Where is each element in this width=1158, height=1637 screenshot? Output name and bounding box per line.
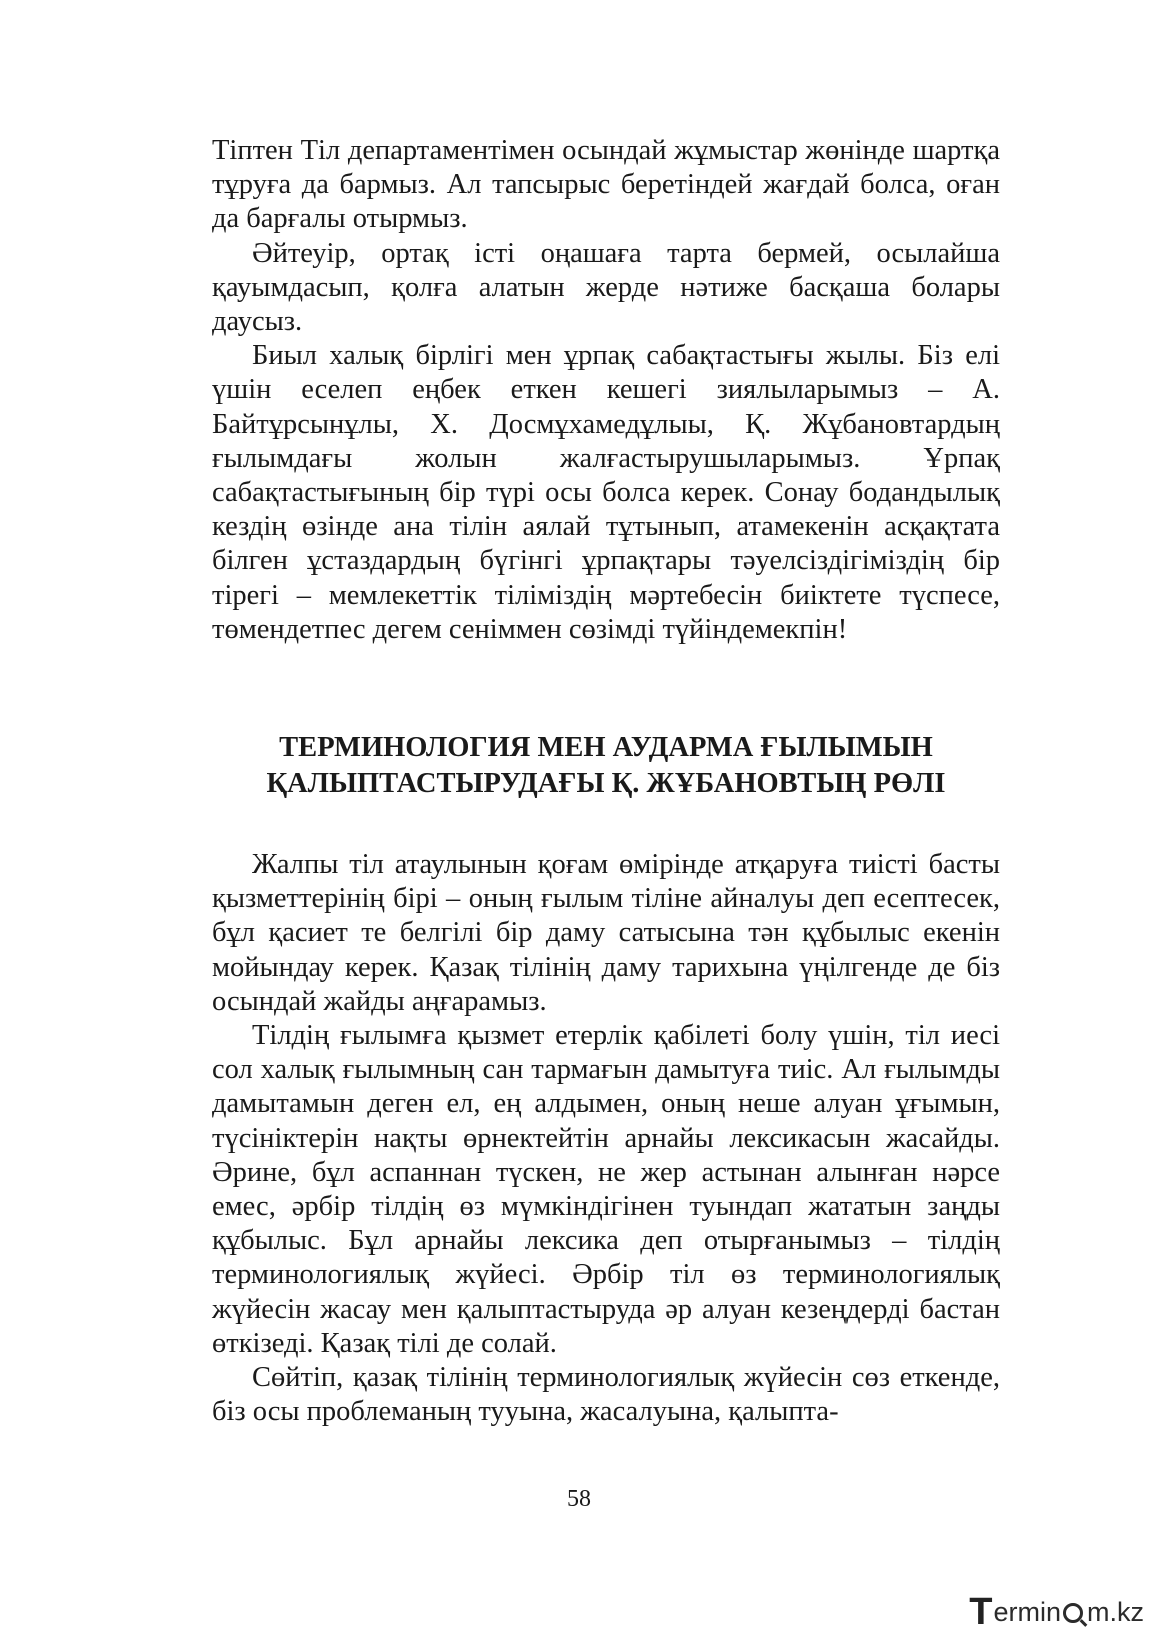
paragraph: Сөйтіп, қазақ тілінің терминологиялық жүйесін сөз еткенде, біз осы проблеманың тууына, жасалуына, қалыпта- <box>212 1362 1000 1428</box>
heading-line-1: ТЕРМИНОЛОГИЯ МЕН АУДАРМА ҒЫЛЫМЫН <box>279 732 933 763</box>
paragraph: Әйтеуір, ортақ істі оңашаға тарта бермей, осылайша қауымдасып, қолға алатын жерде нәтиже басқаша болары даусыз. <box>212 237 1000 338</box>
watermark-text-part1: ermin <box>993 1596 1061 1627</box>
magnifier-icon <box>1063 1603 1083 1623</box>
paragraph: Тілдің ғылымға қызмет етерлік қабілеті болу үшін, тіл иесі сол халық ғылымның сан тармағын дамытуға тиіс. Ал ғылымды дамытамын деген ел, ең алдымен, оның неше алуан ұғымын, түсініктерін нақты өрнектейтін арнайы лексикасын жасайды. Әрине, бұл аспаннан түскен, не жер астынан алынған нәрсе емес, әрбір тілдің өз мүмкіндігінен туындап жататын заңды құбылыс. Бұл арнайы лексика деп отырғанымыз – тілдің терминологиялық жүйесі. Әрбір тіл өз терминологиялық жүйесін жасау мен қалыптастыруда әр алуан кезеңдерді бастан өткізеді. Қазақ тілі де солай. <box>212 1020 1000 1359</box>
paragraph: Биыл халық бірлігі мен ұрпақ сабақтастығы жылы. Біз елі үшін еселеп еңбек еткен кешегі зиялыларымыз – А. Байтұрсынұлы, Х. Досмұхамедұлыы, Қ. Жұбановтардың ғылымдағы жолын жалғастырушыларымыз. Ұрпақ сабақтастығының бір түрі осы болса керек. Сонау бодандылық кездің өзінде ана тілін аялай тұтынып, атамекенін асқақтата білген ұстаздардың бүгінгі ұрпақтары тәуелсіздігіміздің бір тірегі – мемлекеттік тіліміздің мәртебесін биіктете түспесе, төмендетпес дегем сеніммен сөзімді түйіндемекпін! <box>212 340 1000 645</box>
text-block-section <box>212 848 1000 1429</box>
paragraph: Тіптен Тіл департаментімен осындай жұмыстар жөнінде шартқа тұруға да бармыз. Ал тапсырыс беретіндей жағдай болса, оған да барғалы отырмыз. <box>212 135 1000 235</box>
heading-line-2: ҚАЛЫПТАСТЫРУДАҒЫ Қ. ЖҰБАНОВТЫҢ РӨЛІ <box>266 768 946 799</box>
paragraph: Жалпы тіл атаулынын қоғам өмірінде атқаруға тиісті басты қызметтерінің бірі – оның ғылым тіліне айналуы деп есептесек, бұл қасиет те белгілі бір даму сатысына тән құбылыс екенін мойындау керек. Қазақ тілінің даму тарихына үңілгенде де біз осындай жайды аңғарамыз. <box>212 849 1000 1017</box>
text-block-intro <box>212 134 1000 647</box>
watermark-text-part2: m.kz <box>1087 1596 1144 1627</box>
termincom-watermark-logo <box>969 1592 1144 1632</box>
watermark-letter: T <box>969 1591 993 1633</box>
page-number: 58 <box>567 1486 591 1512</box>
section-heading <box>212 730 1000 802</box>
